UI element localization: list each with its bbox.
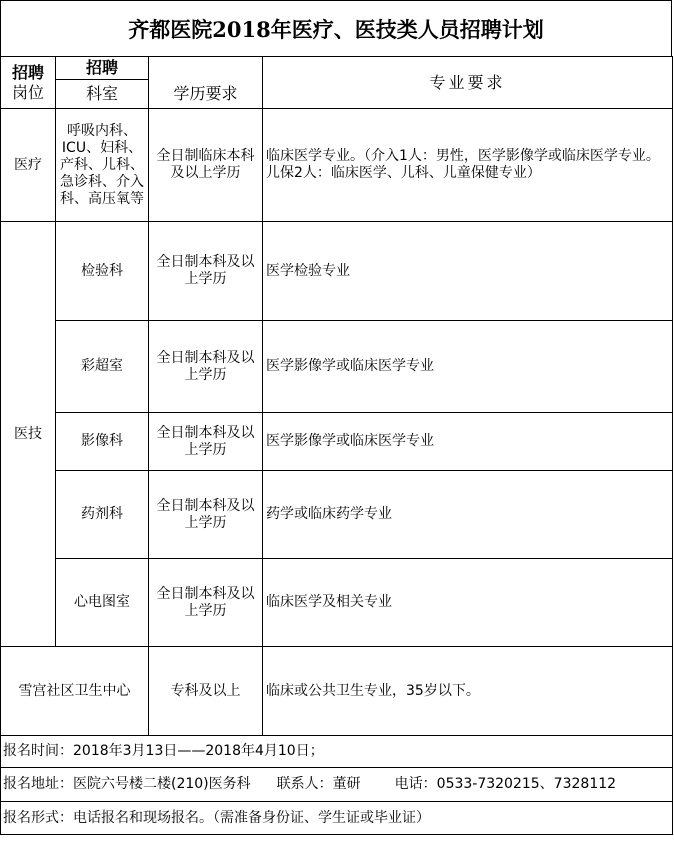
education-cell: 全日制临床本科及以上学历: [149, 109, 263, 222]
header-education: 学历要求: [149, 57, 263, 109]
footer-row-time: [1, 736, 673, 768]
major-cell: 药学或临床药学专业: [263, 471, 673, 559]
page-title: 齐都医院2018年医疗、医技类人员招聘计划: [0, 0, 672, 56]
major-cell: 临床或公共卫生专业，35岁以下。: [263, 647, 673, 736]
table-header-row: [1, 57, 673, 109]
address-text: 报名地址：医院六号楼二楼(210)医务科: [3, 776, 251, 792]
header-department: 招聘 科室: [56, 57, 149, 109]
table-row: [1, 413, 673, 471]
department-cell: 心电图室: [56, 559, 149, 647]
footer-row-address: [1, 768, 673, 802]
table-row: [1, 471, 673, 559]
header-major: 专业要求: [263, 57, 673, 109]
registration-time: 报名时间：2018年3月13日——2018年4月10日；: [1, 736, 673, 768]
table-row: [1, 647, 673, 736]
department-cell: 彩超室: [56, 321, 149, 413]
education-cell: 全日制本科及以上学历: [149, 471, 263, 559]
registration-method: 报名形式：电话报名和现场报名。（需准备身份证、学生证或毕业证）: [1, 802, 673, 835]
education-cell: 全日制本科及以上学历: [149, 321, 263, 413]
major-cell: 临床医学专业。（介入1人：男性，医学影像学或临床医学专业。儿保2人：临床医学、儿科、儿童保健专业）: [263, 109, 673, 222]
education-cell: 全日制本科及以上学历: [149, 413, 263, 471]
header-position: 招聘 岗位: [1, 57, 56, 109]
position-cell: 雪宫社区卫生中心: [1, 647, 149, 736]
department-cell: 影像科: [56, 413, 149, 471]
education-cell: 专科及以上: [149, 647, 263, 736]
recruitment-table: [0, 56, 673, 835]
major-cell: 医学影像学或临床医学专业: [263, 321, 673, 413]
major-cell: 临床医学及相关专业: [263, 559, 673, 647]
department-cell: 检验科: [56, 222, 149, 321]
position-cell: 医技: [1, 222, 56, 647]
contact-phone: 电话：0533-7320215、7328112: [394, 776, 617, 792]
contact-person: 联系人：董研: [276, 776, 361, 792]
table-row: [1, 109, 673, 222]
major-cell: 医学影像学或临床医学专业: [263, 413, 673, 471]
table-row: [1, 321, 673, 413]
department-cell: 呼吸内科、ICU、妇科、产科、儿科、急诊科、介入科、高压氧等: [56, 109, 149, 222]
footer-row-method: [1, 802, 673, 835]
department-cell: 药剂科: [56, 471, 149, 559]
position-cell: 医疗: [1, 109, 56, 222]
education-cell: 全日制本科及以上学历: [149, 559, 263, 647]
major-cell: 医学检验专业: [263, 222, 673, 321]
table-row: [1, 559, 673, 647]
table-row: [1, 222, 673, 321]
registration-address: [1, 768, 673, 802]
education-cell: 全日制本科及以上学历: [149, 222, 263, 321]
